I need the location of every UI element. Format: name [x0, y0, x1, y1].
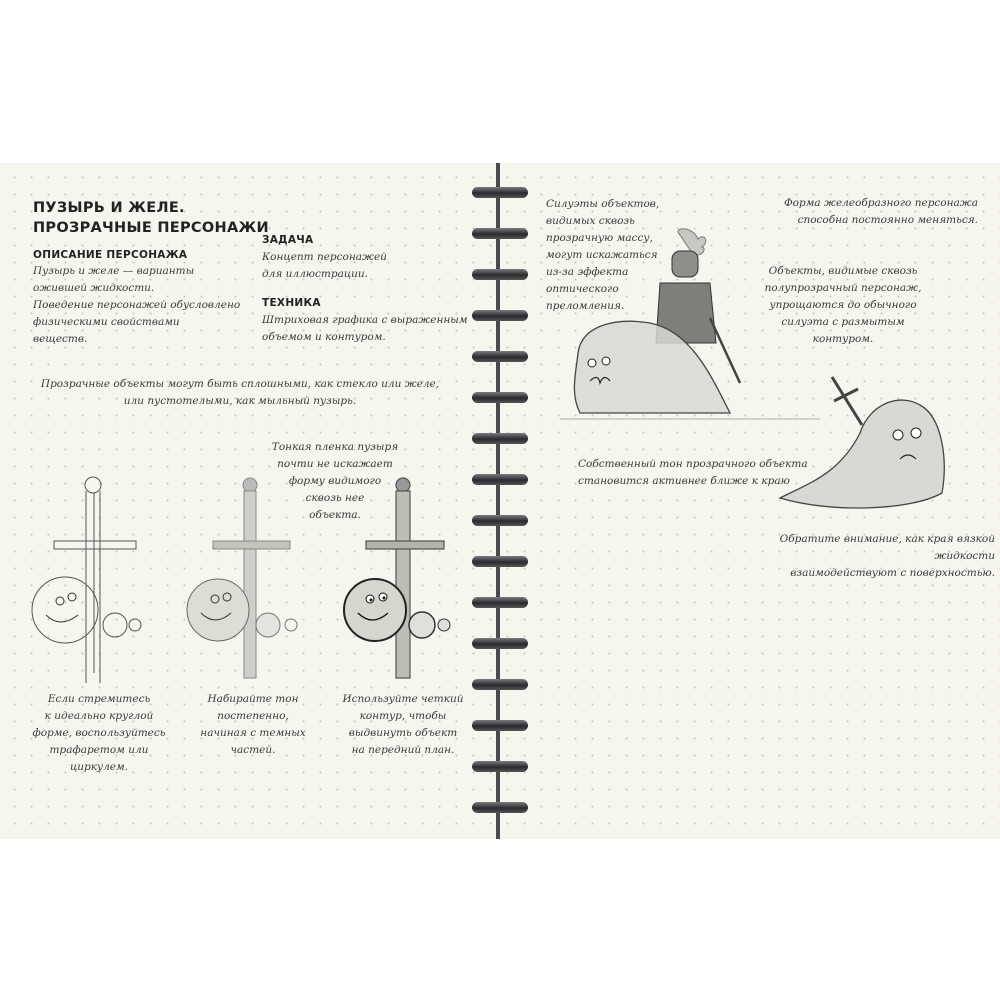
step-line: циркулем.: [69, 761, 129, 773]
technique-text: [262, 312, 482, 346]
spiral-ring: [472, 515, 528, 526]
page-title: [33, 198, 269, 238]
task-text: [262, 249, 462, 283]
step-2-caption: [188, 691, 318, 759]
silhouettes-line: видимых сквозь: [546, 215, 635, 227]
spiral-ring: [472, 269, 528, 280]
step-line: выдвинуть объект: [348, 727, 458, 739]
objects-line: силуэта с размытым: [781, 316, 905, 328]
right-page: [500, 163, 1000, 839]
task-line: Концепт персонажей: [262, 251, 387, 263]
bubble-face-sketch: [344, 579, 450, 641]
sword-sketch: [832, 377, 862, 425]
objects-line: контуром.: [812, 333, 874, 345]
description-line: веществ.: [33, 333, 88, 345]
silhouettes-line: Силуэты объектов,: [546, 198, 660, 210]
form-note: [778, 195, 978, 229]
technique-line: Штриховая графика с выраженным: [262, 314, 468, 326]
spiral-ring: [472, 638, 528, 649]
step-line: контур, чтобы: [359, 710, 447, 722]
objects-line: полупрозрачный персонаж,: [764, 282, 922, 294]
silhouettes-line: прозрачную массу,: [546, 232, 653, 244]
jelly-with-sword-sketch: [770, 363, 970, 523]
step-line: частей.: [230, 744, 276, 756]
film-note-line: форму видимого: [288, 475, 382, 487]
spiral-ring: [472, 228, 528, 239]
description-line: физическими свойствами: [33, 316, 180, 328]
step-line: трафаретом или: [49, 744, 149, 756]
edges-note: [725, 531, 995, 582]
jelly-blob-sketch: [780, 400, 944, 508]
spiral-ring: [472, 597, 528, 608]
edges-line: Обратите внимание, как края вязкой жидкости: [779, 533, 995, 562]
step-line: к идеально круглой: [44, 710, 154, 722]
spiral-ring: [472, 761, 528, 772]
description-text: [33, 263, 263, 348]
description-line: Поведение персонажей обусловлено: [33, 299, 241, 311]
spiral-ring: [472, 392, 528, 403]
spiral-ring: [472, 802, 528, 813]
step-1-caption: [30, 691, 168, 776]
step-line: Если стремитесь: [47, 693, 151, 705]
spiral-ring: [472, 351, 528, 362]
silhouettes-line: оптического: [546, 283, 619, 295]
form-line: Форма желеобразного персонажа: [783, 197, 978, 209]
notebook-spread: [0, 163, 1000, 839]
step-line: на передний план.: [351, 744, 455, 756]
technique-heading: ТЕХНИКА: [262, 297, 321, 309]
description-line: Пузырь и желе — варианты: [33, 265, 195, 277]
own-tone-note: [578, 456, 818, 490]
own-tone-line: Собственный тон прозрачного объекта: [578, 458, 808, 470]
intro-line: Прозрачные объекты могут быть сплошными, как стекло или желе,: [40, 378, 440, 390]
sword-sketch-outline: [28, 473, 158, 653]
step-line: постепенно,: [217, 710, 289, 722]
spiral-ring: [472, 187, 528, 198]
film-note-line: сквозь нее: [305, 492, 365, 504]
task-line: для иллюстрации.: [262, 268, 369, 280]
objects-note: [758, 263, 928, 348]
description-line: ожившей жидкости.: [33, 282, 155, 294]
title-line-1: ПУЗЫРЬ И ЖЕЛЕ.: [33, 200, 185, 216]
description-heading: ОПИСАНИЕ ПЕРСОНАЖА: [33, 249, 188, 261]
spiral-ring: [472, 310, 528, 321]
intro-text: [20, 376, 460, 410]
silhouettes-line: могут искажаться: [546, 249, 658, 261]
spiral-ring: [472, 679, 528, 690]
intro-line: или пустотелыми, как мыльный пузырь.: [123, 395, 357, 407]
film-note-line: объекта.: [309, 509, 361, 521]
step-line: Используйте четкий: [342, 693, 464, 705]
task-heading: ЗАДАЧА: [262, 234, 314, 246]
sword-sketch-contour: [340, 473, 470, 653]
spiral-spine: [496, 163, 500, 839]
step-line: форме, воспользуйтесь: [32, 727, 166, 739]
spiral-ring: [472, 556, 528, 567]
left-page: [0, 163, 497, 839]
spiral-ring: [472, 720, 528, 731]
film-note-line: почти не искажает: [277, 458, 393, 470]
own-tone-line: становится активнее ближе к краю: [578, 475, 790, 487]
objects-line: упрощаются до обычного: [769, 299, 917, 311]
film-note-line: Тонкая пленка пузыря: [271, 441, 399, 453]
spiral-ring: [472, 433, 528, 444]
spiral-ring: [472, 474, 528, 485]
silhouettes-line: из-за эффекта: [546, 266, 629, 278]
edges-line: взаимодействуют с поверхностью.: [790, 567, 995, 579]
step-3-caption: [336, 691, 470, 759]
step-line: начиная с темных: [200, 727, 306, 739]
technique-line: объемом и контуром.: [262, 331, 386, 343]
sword-sketch-tone: [185, 473, 315, 653]
step-line: Набирайте тон: [207, 693, 299, 705]
knight-in-jelly-sketch: [560, 223, 760, 423]
objects-line: Объекты, видимые сквозь: [768, 265, 918, 277]
silhouettes-line: преломления.: [546, 300, 625, 312]
title-line-2: ПРОЗРАЧНЫЕ ПЕРСОНАЖИ: [33, 220, 269, 236]
bubble-face-sketch: [187, 579, 297, 641]
form-line: способна постоянно меняться.: [797, 214, 978, 226]
